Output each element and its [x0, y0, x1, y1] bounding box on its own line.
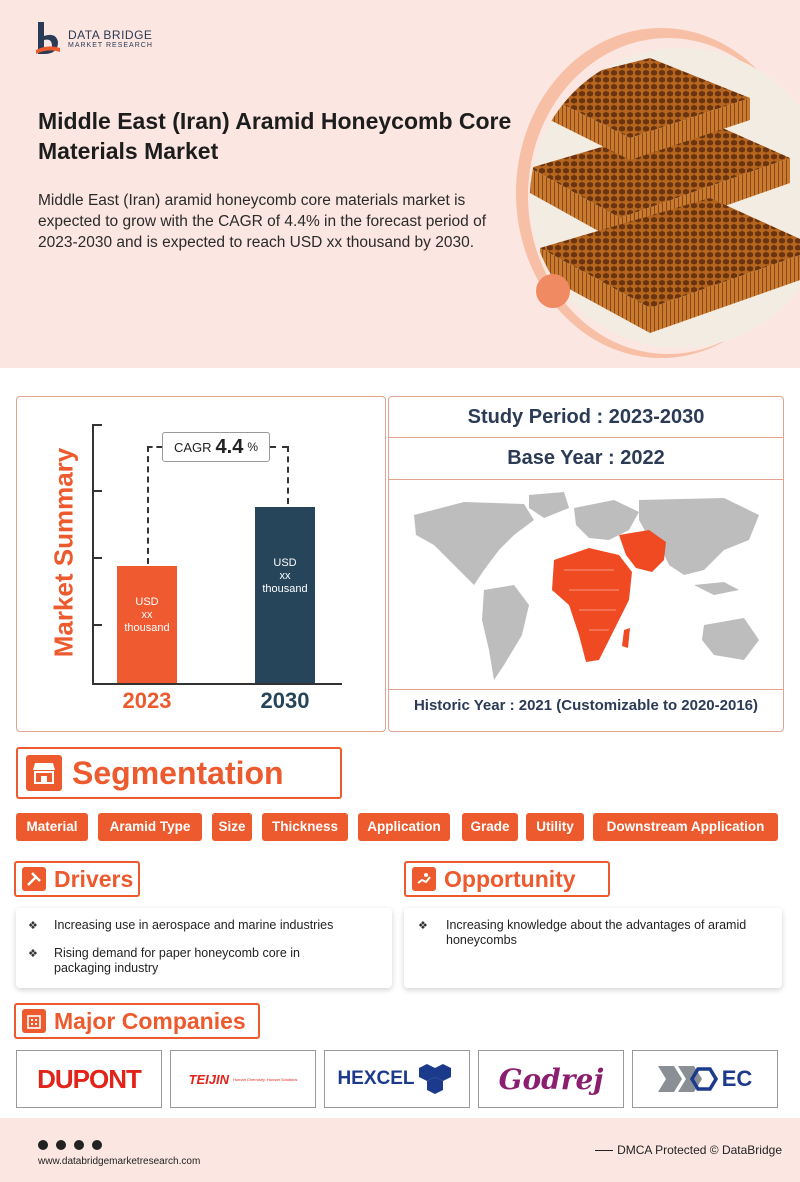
cagr-connector-top-right	[270, 446, 288, 448]
segment-chip[interactable]: Size	[212, 813, 252, 841]
summary-label-wrap	[44, 432, 84, 672]
bar-category-label: 2030	[260, 688, 310, 713]
segment-chip[interactable]: Application	[358, 813, 450, 841]
bar-value-label: USD xx thousand	[124, 596, 170, 635]
opportunity-item: Increasing knowledge about the advantages of aramid honeycombs	[446, 918, 747, 947]
bar-2030	[255, 507, 315, 683]
company-logo-dupont[interactable]	[16, 1050, 162, 1108]
segment-chip[interactable]: Material	[16, 813, 88, 841]
opportunity-icon	[412, 867, 436, 891]
company-logo-teijin[interactable]	[170, 1050, 316, 1108]
opportunity-title: Opportunity	[444, 865, 576, 892]
hexcel-hex-icon	[417, 1062, 457, 1096]
chart-tick	[92, 490, 102, 492]
study-divider	[388, 479, 784, 480]
dmca-notice	[595, 1143, 782, 1157]
bar-2023	[117, 566, 177, 683]
base-year: Base Year : 2022	[507, 447, 665, 469]
ec-wordmark: EC	[721, 1066, 753, 1091]
teijin-tagline: Human Chemistry, Human Solutions	[233, 1076, 298, 1082]
study-divider	[388, 437, 784, 438]
segmentation-title: Segmentation	[72, 754, 284, 791]
cagr-badge	[162, 432, 270, 462]
companies-header	[14, 1003, 260, 1039]
chart-tick	[92, 424, 102, 426]
godrej-wordmark: Godrej	[498, 1062, 604, 1096]
cagr-unit: %	[247, 440, 259, 454]
ec-arrow-icon	[658, 1064, 718, 1094]
page-title: Middle East (Iran) Aramid Honeycomb Core Materials Market	[38, 108, 512, 164]
hero-description: Middle East (Iran) aramid honeycomb core materials market is expected to grow with the CAGR of 4.4% in the forecast period of 2023-2030 and is expected to reach USD xx thousand by 2030.	[38, 192, 487, 251]
bar-value-label: USD xx thousand	[262, 556, 308, 595]
driver-item: Increasing use in aerospace and marine industries	[54, 918, 334, 932]
cagr-value: 4.4	[215, 435, 244, 458]
segment-chip[interactable]: Downstream Application	[593, 813, 778, 841]
social-links	[38, 1140, 102, 1150]
historic-year: Historic Year : 2021 (Customizable to 2020-2016)	[413, 697, 759, 714]
chart-y-axis	[92, 424, 94, 684]
brand-tagline: MARKET RESEARCH	[68, 41, 153, 49]
twitter-icon[interactable]	[74, 1140, 84, 1150]
dmca-rule	[595, 1150, 613, 1151]
store-icon	[26, 755, 62, 791]
chart-tick	[92, 557, 102, 559]
bar-category-label: 2023	[122, 688, 172, 713]
instagram-icon[interactable]	[92, 1140, 102, 1150]
teijin-wordmark: TEIJIN	[188, 1071, 230, 1087]
dupont-wordmark: DUPONT	[37, 1063, 141, 1094]
segment-chip[interactable]: Thickness	[262, 813, 348, 841]
tools-icon	[22, 867, 46, 891]
segmentation-chips	[16, 813, 786, 841]
segment-chip[interactable]: Utility	[526, 813, 584, 841]
study-period: Study Period : 2023-2030	[467, 406, 705, 428]
hexcel-wordmark: HEXCEL	[337, 1068, 415, 1089]
chart-x-axis	[92, 683, 342, 685]
driver-item: Rising demand for paper honeycomb core in packaging industry	[54, 946, 300, 975]
segment-chip[interactable]: Aramid Type	[98, 813, 202, 841]
drivers-header	[14, 861, 140, 897]
bullet-icon: ❖	[28, 919, 38, 932]
bullet-icon: ❖	[418, 919, 428, 932]
company-logo-ec[interactable]	[632, 1050, 778, 1108]
segment-chip[interactable]: Grade	[462, 813, 518, 841]
company-logo-godrej[interactable]	[478, 1050, 624, 1108]
building-icon	[22, 1009, 46, 1033]
dmca-text: DMCA Protected © DataBridge	[617, 1143, 782, 1157]
opportunity-header	[404, 861, 610, 897]
company-logo-hexcel[interactable]	[324, 1050, 470, 1108]
chart-tick	[92, 624, 102, 626]
website-link[interactable]: www.databridgemarketresearch.com	[38, 1156, 201, 1167]
facebook-icon[interactable]	[56, 1140, 66, 1150]
brand-name: DATA BRIDGE	[68, 27, 153, 42]
logo-icon	[34, 20, 62, 56]
cagr-connector-left	[147, 446, 149, 564]
decorative-dot	[536, 274, 570, 308]
drivers-title: Drivers	[54, 865, 134, 892]
bullet-icon: ❖	[28, 947, 38, 960]
companies-title: Major Companies	[54, 1007, 246, 1034]
cagr-label: CAGR	[173, 439, 212, 455]
whatsapp-icon[interactable]	[38, 1140, 48, 1150]
brand-logo[interactable]	[34, 20, 153, 56]
segmentation-header	[16, 747, 342, 799]
cagr-connector-right	[287, 446, 289, 504]
world-map	[404, 490, 774, 690]
cagr-connector-top-left	[147, 446, 162, 448]
summary-label: Market Summary	[48, 447, 79, 658]
